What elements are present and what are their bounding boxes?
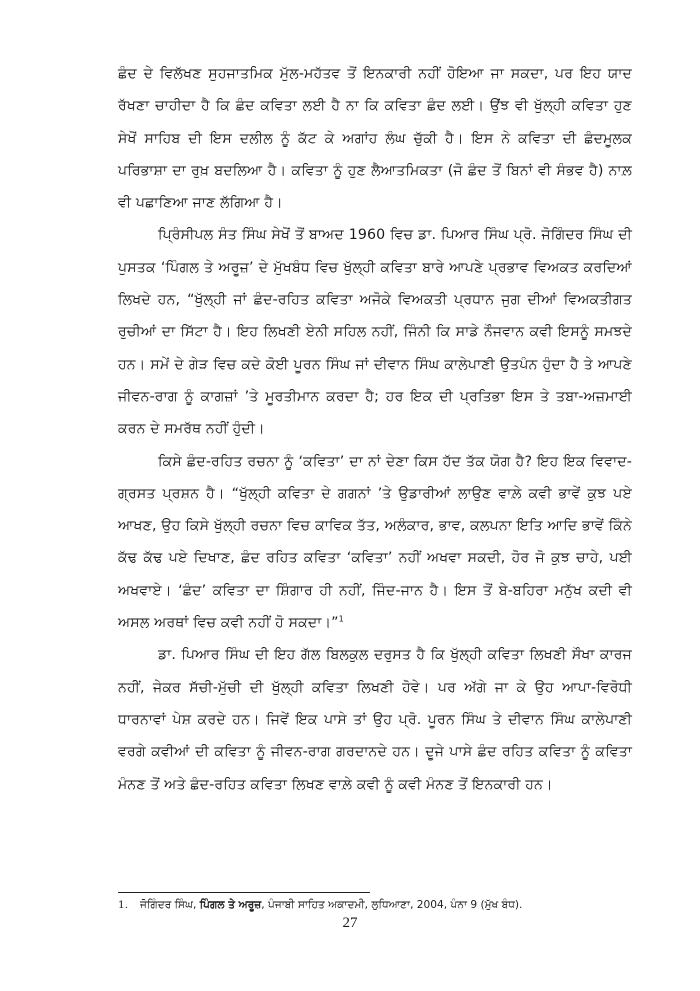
paragraph-2 (118, 219, 632, 445)
paragraph-3-text: ਕਿਸੇ ਛੰਦ-ਰਹਿਤ ਰਚਨਾ ਨੂੰ ‘ਕਵਿਤਾ’ ਦਾ ਨਾਂ ਦੇਣਾ ਕਿਸ ਹੱਦ ਤੱਕ ਯੋਗ ਹੈ? ਇਹ ਇਕ ਵਿਵਾਦ-ਗ੍ਰਸਤ ਪ੍ਰਸ਼ਨ ਹੈ। “ਖੁੱਲ੍ਹੀ ਕਵਿਤਾ ਦੇ ਗਗਨਾਂ ’ਤੇ ਉਡਾਰੀਆਂ ਲਾਉਣ ਵਾਲ਼ੇ ਕਵੀ ਭਾਵੇਂ ਕੁਝ ਪਏ ਆਖਣ, ਉਹ ਕਿਸੇ ਖੁੱਲ੍ਹੀ ਰਚਨਾ ਵਿਚ ਕਾਵਿਕ ਤੱਤ, ਅਲੰਕਾਰ, ਭਾਵ, ਕਲਪਨਾ ਇਤਿ ਆਦਿ ਭਾਵੇਂ ਕਿੰਨੇ ਕੱਢ ਕੱਢ ਪਏ ਦਿਖਾਣ, ਛੰਦ ਰਹਿਤ ਕਵਿਤਾ ‘ਕਵਿਤਾ’ ਨਹੀਂ ਅਖਵਾ ਸਕਦੀ, ਹੋਰ ਜੋ ਕੁਝ ਚਾਹੇ, ਪਈ ਅਖਵਾਏ। ‘ਛੰਦ’ ਕਵਿਤਾ ਦਾ ਸ਼ਿੰਗਾਰ ਹੀ ਨਹੀਂ, ਜਿੰਦ-ਜਾਨ ਹੈ। ਇਸ ਤੋਂ ਬੇ-ਬਹਿਰਾ ਮਨੁੱਖ ਕਦੀ ਵੀ ਅਸਲ ਅਰਥਾਂ ਵਿਚ ਕਵੀ ਨਹੀਂ ਹੋ ਸਕਦਾ।” (118, 453, 632, 632)
footnote-reference: 1 (338, 614, 344, 624)
page-number: 27 (342, 915, 358, 931)
footnote-number: 1. (118, 899, 129, 911)
paragraph-3 (118, 446, 632, 640)
page-body (118, 58, 632, 801)
body-text (118, 58, 632, 801)
paragraph-4 (118, 639, 632, 800)
footnote-title: ਪਿੰਗਲ ਤੇ ਅਰੂਜ਼ (199, 899, 262, 911)
paragraph-2-text: ਪ੍ਰਿੰਸੀਪਲ ਸੰਤ ਸਿੰਘ ਸੇਖੋਂ ਤੋਂ ਬਾਅਦ 1960 ਵਿਚ ਡਾ. ਪਿਆਰ ਸਿੰਘ ਪ੍ਰੋ. ਜੋਗਿੰਦਰ ਸਿੰਘ ਦੀ ਪੁਸਤਕ ‘ਪਿੰਗਲ ਤੇ ਅਰੂਜ਼’ ਦੇ ਮੁੱਖਬੰਧ ਵਿਚ ਖੁੱਲ੍ਹੀ ਕਵਿਤਾ ਬਾਰੇ ਆਪਣੇ ਪ੍ਰਭਾਵ ਵਿਅਕਤ ਕਰਦਿਆਂ ਲਿਖਦੇ ਹਨ, “ਖੁੱਲ੍ਹੀ ਜਾਂ ਛੰਦ-ਰਹਿਤ ਕਵਿਤਾ ਅਜੋਕੇ ਵਿਅਕਤੀ ਪ੍ਰਧਾਨ ਜੁਗ ਦੀਆਂ ਵਿਅਕਤੀਗਤ ਰੁਚੀਆਂ ਦਾ ਸਿੱਟਾ ਹੈ। ਇਹ ਲਿਖਣੀ ਏਨੀ ਸਹਿਲ ਨਹੀਂ, ਜਿੰਨੀ ਕਿ ਸਾਡੇ ਨੌਜਵਾਨ ਕਵੀ ਇਸਨੂੰ ਸਮਝਦੇ ਹਨ। ਸਮੇਂ ਦੇ ਗੇੜ ਵਿਚ ਕਦੇ ਕੋਈ ਪੂਰਨ ਸਿੰਘ ਜਾਂ ਦੀਵਾਨ ਸਿੰਘ ਕਾਲੇਪਾਣੀ ਉਤਪੰਨ ਹੁੰਦਾ ਹੈ ਤੇ ਆਪਣੇ ਜੀਵਨ-ਰਾਗ ਨੂੰ ਕਾਗਜ਼ਾਂ ’ਤੇ ਮੂਰਤੀਮਾਨ ਕਰਦਾ ਹੈ; ਹਰ ਇਕ ਦੀ ਪ੍ਰਤਿਭਾ ਇਸ ਤੇ ਤਬਾ-ਅਜ਼ਮਾਈ ਕਰਨ ਦੇ ਸਮਰੱਥ ਨਹੀਂ ਹੁੰਦੀ। (118, 227, 632, 438)
footnote-author: ਜੋਗਿੰਦਰ ਸਿੰਘ, (140, 899, 200, 911)
paragraph-1-text: ਛੰਦ ਦੇ ਵਿਲੱਖਣ ਸੁਹਜਾਤਮਿਕ ਮੁੱਲ-ਮਹੱਤਵ ਤੋਂ ਇਨਕਾਰੀ ਨਹੀਂ ਹੋਇਆ ਜਾ ਸਕਦਾ, ਪਰ ਇਹ ਯਾਦ ਰੱਖਣਾ ਚਾਹੀਦਾ ਹੈ ਕਿ ਛੰਦ ਕਵਿਤਾ ਲਈ ਹੈ ਨਾ ਕਿ ਕਵਿਤਾ ਛੰਦ ਲਈ। ਉਂਝ ਵੀ ਖੁੱਲ੍ਹੀ ਕਵਿਤਾ ਹੁਣ ਸੇਖੋਂ ਸਾਹਿਬ ਦੀ ਇਸ ਦਲੀਲ ਨੂੰ ਕੱਟ ਕੇ ਅਗਾਂਹ ਲੰਘ ਚੁੱਕੀ ਹੈ। ਇਸ ਨੇ ਕਵਿਤਾ ਦੀ ਛੰਦਮੂਲਕ ਪਰਿਭਾਸ਼ਾ ਦਾ ਰੁਖ਼ ਬਦਲਿਆ ਹੈ। ਕਵਿਤਾ ਨੂੰ ਹੁਣ ਲੈਆਤਮਿਕਤਾ (ਜੋ ਛੰਦ ਤੋਂ ਬਿਨਾਂ ਵੀ ਸੰਭਵ ਹੈ) ਨਾਲ਼ ਵੀ ਪਛਾਣਿਆ ਜਾਣ ਲੱਗਿਆ ਹੈ। (118, 66, 632, 212)
footnote-publication: , ਪੰਜਾਬੀ ਸਾਹਿਤ ਅਕਾਦਮੀ, ਲੁਧਿਆਣਾ, 2004, ਪੰਨਾ 9 (ਮੁੱਖ ਬੰਧ). (261, 899, 523, 911)
paragraph-1 (118, 58, 632, 219)
footnote (118, 897, 638, 913)
footnote-separator (118, 892, 370, 893)
paragraph-4-text: ਡਾ. ਪਿਆਰ ਸਿੰਘ ਦੀ ਇਹ ਗੱਲ ਬਿਲਕੁਲ ਦਰੁਸਤ ਹੈ ਕਿ ਖੁੱਲ੍ਹੀ ਕਵਿਤਾ ਲਿਖਣੀ ਸੌਖਾ ਕਾਰਜ ਨਹੀਂ, ਜੇਕਰ ਸੱਚੀ-ਮੁੱਚੀ ਦੀ ਖੁੱਲ੍ਹੀ ਕਵਿਤਾ ਲਿਖਣੀ ਹੋਵੇ। ਪਰ ਅੱਗੇ ਜਾ ਕੇ ਉਹ ਆਪਾ-ਵਿਰੋਧੀ ਧਾਰਨਾਵਾਂ ਪੇਸ਼ ਕਰਦੇ ਹਨ। ਜਿਵੇਂ ਇਕ ਪਾਸੇ ਤਾਂ ਉਹ ਪ੍ਰੋ. ਪੂਰਨ ਸਿੰਘ ਤੇ ਦੀਵਾਨ ਸਿੰਘ ਕਾਲੇਪਾਣੀ ਵਰਗੇ ਕਵੀਆਂ ਦੀ ਕਵਿਤਾ ਨੂੰ ਜੀਵਨ-ਰਾਗ ਗਰਦਾਨਦੇ ਹਨ। ਦੂਜੇ ਪਾਸੇ ਛੰਦ ਰਹਿਤ ਕਵਿਤਾ ਨੂੰ ਕਵਿਤਾ ਮੰਨਣ ਤੋਂ ਅਤੇ ਛੰਦ-ਰਹਿਤ ਕਵਿਤਾ ਲਿਖਣ ਵਾਲ਼ੇ ਕਵੀ ਨੂੰ ਕਵੀ ਮੰਨਣ ਤੋਂ ਇਨਕਾਰੀ ਹਨ। (118, 647, 632, 793)
